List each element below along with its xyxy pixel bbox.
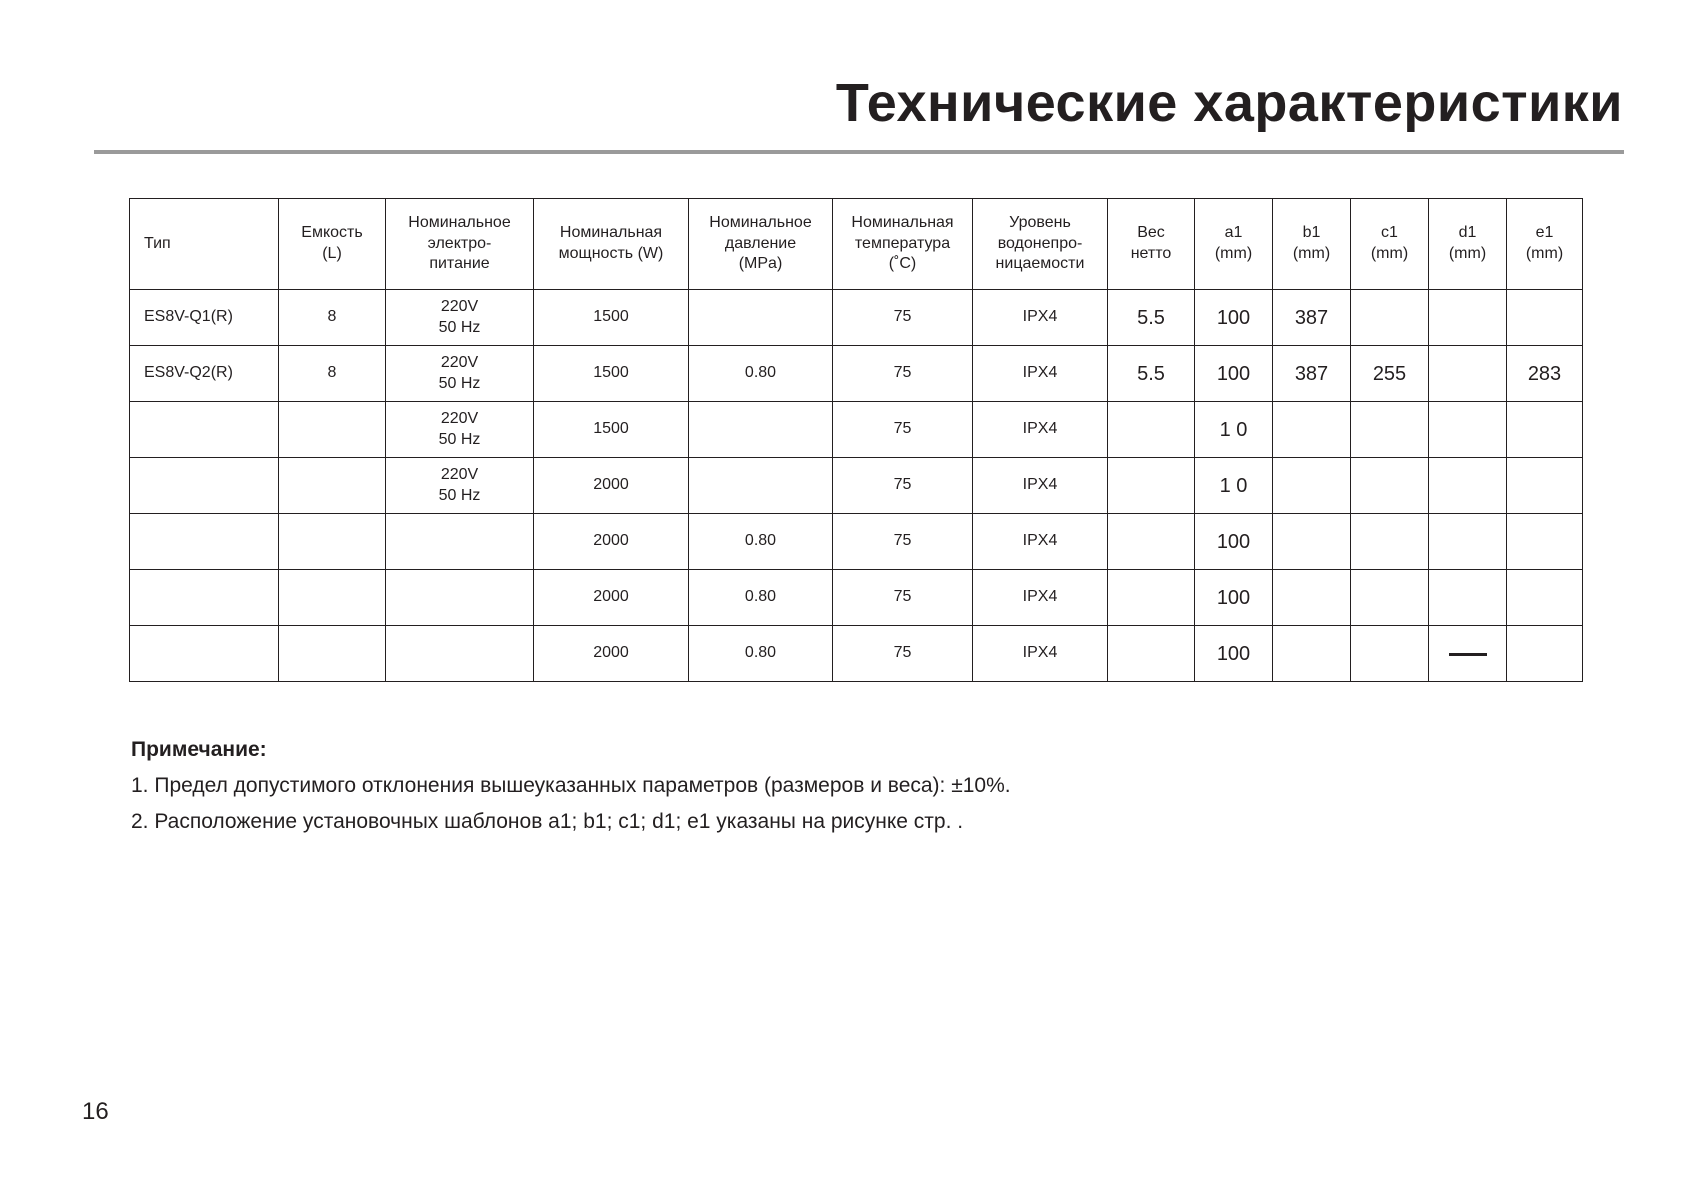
cell-water-resistance: IPX4 xyxy=(973,458,1108,514)
cell-b1 xyxy=(1273,626,1351,682)
dash-mark xyxy=(1449,653,1487,656)
table-row xyxy=(130,402,1583,458)
cell-power: 1500 xyxy=(534,402,689,458)
header-a1: a1 (mm) xyxy=(1195,199,1273,290)
header-capacity: Емкость (L) xyxy=(279,199,386,290)
header-e1: e1 (mm) xyxy=(1507,199,1583,290)
cell-capacity: 8 xyxy=(279,290,386,346)
header-power: Номинальная мощность (W) xyxy=(534,199,689,290)
cell-water-resistance: IPX4 xyxy=(973,402,1108,458)
cell-power: 2000 xyxy=(534,626,689,682)
cell-capacity xyxy=(279,570,386,626)
table-row xyxy=(130,626,1583,682)
cell-b1 xyxy=(1273,514,1351,570)
specifications-table xyxy=(129,198,1583,682)
cell-e1 xyxy=(1507,570,1583,626)
note-line-1: 1. Предел допустимого отклонения вышеуказанных параметров (размеров и веса): ±10%. xyxy=(131,774,1011,797)
cell-type xyxy=(130,402,279,458)
cell-power-supply xyxy=(386,570,534,626)
header-temperature: Номинальная температура (˚C) xyxy=(833,199,973,290)
cell-d1 xyxy=(1429,402,1507,458)
table-row xyxy=(130,458,1583,514)
cell-b1: 387 xyxy=(1273,290,1351,346)
notes-section xyxy=(131,738,1011,846)
cell-c1 xyxy=(1351,290,1429,346)
cell-type xyxy=(130,570,279,626)
cell-type: ES8V-Q2(R) xyxy=(130,346,279,402)
cell-e1: 283 xyxy=(1507,346,1583,402)
cell-d1 xyxy=(1429,290,1507,346)
cell-a1: 100 xyxy=(1195,514,1273,570)
cell-type xyxy=(130,626,279,682)
cell-b1 xyxy=(1273,458,1351,514)
table-row xyxy=(130,514,1583,570)
cell-capacity xyxy=(279,514,386,570)
page-title: Технические характеристики xyxy=(835,73,1623,133)
cell-c1 xyxy=(1351,402,1429,458)
cell-b1 xyxy=(1273,402,1351,458)
cell-water-resistance: IPX4 xyxy=(973,346,1108,402)
cell-temperature: 75 xyxy=(833,346,973,402)
cell-water-resistance: IPX4 xyxy=(973,290,1108,346)
cell-a1: 100 xyxy=(1195,626,1273,682)
cell-e1 xyxy=(1507,514,1583,570)
cell-water-resistance: IPX4 xyxy=(973,514,1108,570)
cell-power-supply: 220V 50 Hz xyxy=(386,458,534,514)
cell-a1: 100 xyxy=(1195,346,1273,402)
cell-temperature: 75 xyxy=(833,402,973,458)
cell-c1: 255 xyxy=(1351,346,1429,402)
cell-d1 xyxy=(1429,570,1507,626)
cell-power: 1500 xyxy=(534,290,689,346)
cell-pressure xyxy=(689,290,833,346)
cell-weight xyxy=(1108,626,1195,682)
header-power-supply: Номинальное электро- питание xyxy=(386,199,534,290)
header-water-resistance: Уровень водонепро- ницаемости xyxy=(973,199,1108,290)
cell-a1: 1 0 xyxy=(1195,402,1273,458)
title-divider xyxy=(94,150,1624,154)
cell-capacity xyxy=(279,402,386,458)
cell-pressure xyxy=(689,458,833,514)
cell-e1 xyxy=(1507,402,1583,458)
cell-b1 xyxy=(1273,570,1351,626)
header-weight: Вес нетто xyxy=(1108,199,1195,290)
cell-temperature: 75 xyxy=(833,458,973,514)
cell-pressure: 0.80 xyxy=(689,514,833,570)
cell-power: 2000 xyxy=(534,570,689,626)
table-body xyxy=(130,290,1583,682)
cell-capacity xyxy=(279,458,386,514)
cell-power: 2000 xyxy=(534,514,689,570)
cell-pressure xyxy=(689,402,833,458)
cell-type: ES8V-Q1(R) xyxy=(130,290,279,346)
cell-pressure: 0.80 xyxy=(689,570,833,626)
page-number: 16 xyxy=(82,1098,109,1125)
table-row xyxy=(130,570,1583,626)
table-row xyxy=(130,346,1583,402)
cell-a1: 100 xyxy=(1195,290,1273,346)
cell-b1: 387 xyxy=(1273,346,1351,402)
header-pressure: Номинальное давление (MPa) xyxy=(689,199,833,290)
cell-temperature: 75 xyxy=(833,626,973,682)
cell-c1 xyxy=(1351,570,1429,626)
cell-weight xyxy=(1108,570,1195,626)
cell-power: 2000 xyxy=(534,458,689,514)
cell-c1 xyxy=(1351,458,1429,514)
note-line-2: 2. Расположение установочных шаблонов a1; b1; c1; d1; e1 указаны на рисунке стр. . xyxy=(131,810,964,833)
cell-capacity: 8 xyxy=(279,346,386,402)
cell-d1 xyxy=(1429,514,1507,570)
cell-c1 xyxy=(1351,514,1429,570)
cell-d1 xyxy=(1429,458,1507,514)
cell-power: 1500 xyxy=(534,346,689,402)
table-row xyxy=(130,290,1583,346)
cell-power-supply xyxy=(386,626,534,682)
cell-weight: 5.5 xyxy=(1108,290,1195,346)
cell-e1 xyxy=(1507,290,1583,346)
cell-a1: 100 xyxy=(1195,570,1273,626)
cell-power-supply: 220V 50 Hz xyxy=(386,346,534,402)
cell-a1: 1 0 xyxy=(1195,458,1273,514)
cell-type xyxy=(130,458,279,514)
cell-d1 xyxy=(1429,626,1507,682)
notes-title: Примечание: xyxy=(131,738,267,761)
cell-power-supply xyxy=(386,514,534,570)
cell-capacity xyxy=(279,626,386,682)
cell-e1 xyxy=(1507,626,1583,682)
cell-d1 xyxy=(1429,346,1507,402)
cell-water-resistance: IPX4 xyxy=(973,626,1108,682)
cell-temperature: 75 xyxy=(833,514,973,570)
cell-type xyxy=(130,514,279,570)
cell-e1 xyxy=(1507,458,1583,514)
cell-pressure: 0.80 xyxy=(689,626,833,682)
cell-power-supply: 220V 50 Hz xyxy=(386,402,534,458)
header-c1: c1 (mm) xyxy=(1351,199,1429,290)
header-type: Тип xyxy=(130,199,279,290)
cell-weight xyxy=(1108,402,1195,458)
cell-water-resistance: IPX4 xyxy=(973,570,1108,626)
cell-power-supply: 220V 50 Hz xyxy=(386,290,534,346)
table-header-row xyxy=(130,199,1583,290)
header-d1: d1 (mm) xyxy=(1429,199,1507,290)
cell-c1 xyxy=(1351,626,1429,682)
cell-temperature: 75 xyxy=(833,290,973,346)
cell-temperature: 75 xyxy=(833,570,973,626)
cell-weight: 5.5 xyxy=(1108,346,1195,402)
header-b1: b1 (mm) xyxy=(1273,199,1351,290)
cell-weight xyxy=(1108,458,1195,514)
cell-weight xyxy=(1108,514,1195,570)
cell-pressure: 0.80 xyxy=(689,346,833,402)
